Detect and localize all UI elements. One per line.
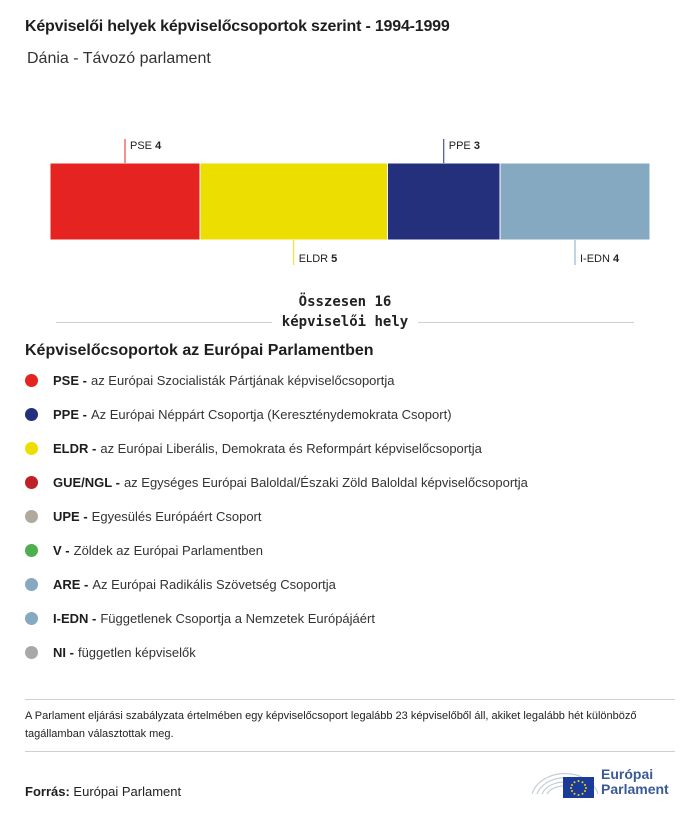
legend-abbr: ARE -	[53, 576, 89, 592]
source-label: Forrás:	[25, 784, 70, 799]
segment-value-ppe: 3	[473, 140, 480, 152]
segment-label-i-edn: I-EDN	[580, 253, 613, 265]
legend-title: Képviselőcsoportok az Európai Parlamentben	[25, 342, 374, 359]
legend-text: Az Európai Néppárt Csoportja (Kereszténydemokrata Csoport)	[90, 406, 452, 422]
ep-logo-text	[601, 767, 669, 797]
legend-color-dot	[25, 510, 38, 523]
legend-text: Az Európai Radikális Szövetség Csoportja	[92, 576, 336, 592]
legend-item	[25, 635, 675, 669]
segment-label-ppe: PPE	[448, 140, 474, 152]
legend-item	[25, 363, 675, 397]
chart-subtitle: Dánia - Távozó parlament	[27, 50, 211, 67]
segment-annotation-i-edn	[580, 253, 620, 265]
source	[25, 784, 181, 799]
legend-color-dot	[25, 374, 38, 387]
total-divider-right	[418, 322, 634, 323]
ep-logo-line2: Parlament	[601, 781, 669, 797]
footnote: A Parlament eljárási szabályzata értelmében egy képviselőcsoport legalább 23 képviselőből áll, akiket legalább hét különböző tagállamban választottak meg.	[25, 710, 637, 740]
chart-title: Képviselői helyek képviselőcsoportok szerint - 1994-1999	[25, 18, 450, 35]
legend-item	[25, 465, 675, 499]
legend-text: Zöldek az Európai Parlamentben	[73, 542, 263, 558]
legend-item	[25, 533, 675, 567]
legend-color-dot	[25, 476, 38, 489]
legend-text: az Európai Liberális, Demokrata és Reformpárt képviselőcsoportja	[100, 440, 482, 456]
segment-annotation-eldr	[299, 253, 338, 265]
legend-abbr: V -	[53, 542, 70, 558]
legend	[25, 372, 675, 678]
source-value: Európai Parlament	[73, 784, 182, 799]
legend-item	[25, 567, 675, 601]
legend-text: független képviselők	[77, 644, 196, 660]
legend-item	[25, 499, 675, 533]
total-seats-label: Összesen 16 képviselői hely	[281, 294, 409, 330]
legend-color-dot	[25, 612, 38, 625]
bar-segment-ppe	[388, 163, 501, 240]
bar-segment-pse	[50, 163, 200, 240]
legend-abbr: NI -	[53, 644, 74, 660]
legend-abbr: PSE -	[53, 372, 87, 388]
legend-color-dot	[25, 408, 38, 421]
legend-item	[25, 601, 675, 635]
legend-item	[25, 397, 675, 431]
legend-abbr: I-EDN -	[53, 610, 97, 626]
bar-segment-eldr	[200, 163, 388, 240]
legend-color-dot	[25, 442, 38, 455]
segment-label-pse: PSE	[130, 140, 156, 152]
segment-value-pse: 4	[155, 140, 162, 152]
segment-annotation-ppe	[449, 140, 480, 152]
bar-segment-i-edn	[500, 163, 650, 240]
legend-abbr: ELDR -	[53, 440, 97, 456]
segment-value-i-edn: 4	[613, 253, 620, 265]
legend-text: az Európai Szocialisták Pártjának képviselőcsoportja	[90, 372, 395, 388]
total-divider-left	[56, 322, 272, 323]
segment-value-eldr: 5	[331, 253, 338, 265]
note-divider-top	[25, 699, 675, 700]
legend-abbr: UPE -	[53, 508, 88, 524]
segment-annotation-pse	[130, 140, 162, 152]
legend-abbr: PPE -	[53, 406, 87, 422]
legend-text: az Egységes Európai Baloldal/Északi Zöld Baloldal képviselőcsoportja	[123, 474, 528, 490]
legend-item	[25, 431, 675, 465]
legend-color-dot	[25, 646, 38, 659]
legend-abbr: GUE/NGL -	[53, 474, 120, 490]
seat-distribution-chart	[0, 0, 700, 290]
ep-logo-line1: Európai	[601, 766, 654, 782]
note-divider-bottom	[25, 751, 675, 752]
legend-text: Függetlenek Csoportja a Nemzetek Európájáért	[100, 610, 375, 626]
legend-text: Egyesülés Európáért Csoport	[91, 508, 262, 524]
legend-color-dot	[25, 578, 38, 591]
segment-label-eldr: ELDR	[298, 253, 332, 265]
legend-color-dot	[25, 544, 38, 557]
